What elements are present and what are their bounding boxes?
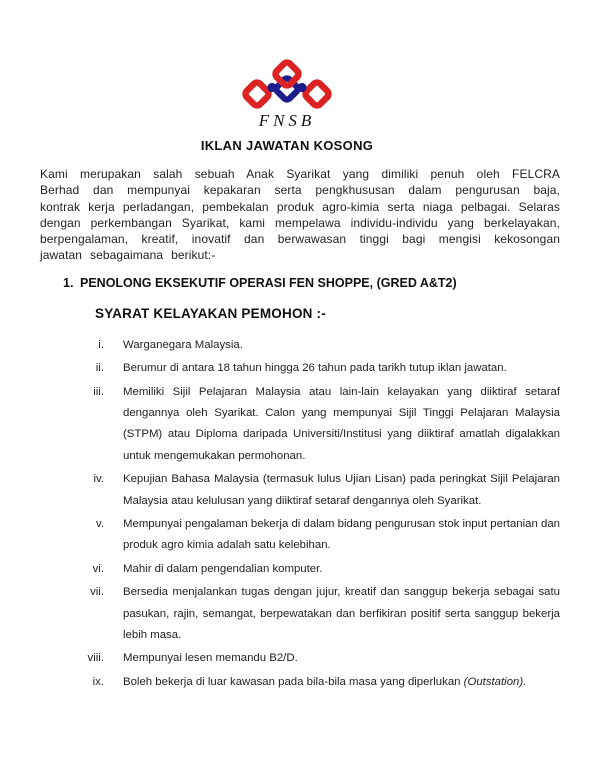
logo-wordmark: FNSB	[258, 111, 316, 130]
requirement-text-main: Bersedia menjalankan tugas dengan jujur, kreatif dan sanggup bekerja sebagai satu pasukan, rajin, semangat, berpewatakan dan berfikiran positif serta sanggup bekerja lebih masa.	[123, 586, 560, 642]
document-header	[27, 56, 547, 153]
requirement-numeral: iii.	[93, 385, 104, 398]
requirement-text	[123, 559, 560, 580]
requirements-heading: SYARAT KELAYAKAN PEMOHON :-	[95, 305, 326, 321]
requirement-text	[123, 382, 560, 468]
requirement-text-main: Mempunyai lesen memandu B2/D.	[123, 652, 298, 665]
requirement-text	[123, 514, 560, 557]
requirement-text-main: Warganegara Malaysia.	[123, 338, 243, 351]
requirement-numeral: ix.	[92, 675, 104, 688]
requirements-list	[40, 335, 560, 694]
requirement-item	[40, 335, 560, 356]
requirement-text-main: Berumur di antara 18 tahun hingga 26 tahun pada tarikh tutup iklan jawatan.	[123, 362, 507, 375]
requirement-item	[40, 582, 560, 646]
requirement-numeral: v.	[95, 518, 104, 531]
requirement-numeral: vi.	[92, 562, 104, 575]
requirement-text	[123, 358, 560, 379]
position-title: PENOLONG EKSEKUTIF OPERASI FEN SHOPPE, (GRED A&T2)	[80, 275, 457, 290]
requirement-numeral: iv.	[93, 473, 104, 486]
requirement-text	[123, 672, 560, 693]
requirement-text	[123, 335, 560, 356]
logo-diamond-right	[304, 81, 331, 108]
requirement-text	[123, 582, 560, 646]
requirement-text-main: Boleh bekerja di luar kawasan pada bila-bila masa yang diperlukan	[123, 675, 461, 688]
requirement-item	[40, 358, 560, 379]
requirement-text	[123, 648, 560, 669]
logo-diamond-left	[244, 81, 271, 108]
requirement-numeral: vii.	[90, 586, 104, 599]
logo-link-dot-right	[297, 83, 306, 92]
requirement-item	[40, 559, 560, 580]
requirement-numeral: viii.	[87, 652, 104, 665]
requirement-text-main: Mempunyai pengalaman bekerja di dalam bidang pengurusan stok input pertanian dan produk agro kimia adalah satu kelebihan.	[123, 518, 560, 552]
requirement-numeral: i.	[98, 338, 104, 351]
position-number: 1.	[63, 275, 74, 290]
logo-link-dot-left	[267, 83, 276, 92]
requirement-text-italic: (Outstation).	[463, 675, 527, 688]
requirement-text-main: Mahir di dalam pengendalian komputer.	[123, 562, 323, 575]
position-heading	[40, 276, 560, 291]
requirement-text-main: Memiliki Sijil Pelajaran Malaysia atau lain-lain kelayakan yang diiktiraf setaraf dengannya oleh Syarikat. Calon yang mempunyai Sijil Tinggi Pelajaran Malaysia (STPM) atau Diploma daripada Universiti/Institusi yang diiktiraf amatlah digalakkan untuk mengemukakan permohonan.	[123, 385, 560, 462]
requirement-item	[40, 648, 560, 669]
page-title: IKLAN JAWATAN KOSONG	[200, 138, 374, 153]
requirement-item	[40, 514, 560, 557]
requirement-numeral: ii.	[95, 362, 104, 375]
requirement-text-main: Kepujian Bahasa Malaysia (termasuk lulus Ujian Lisan) pada peringkat Sijil Pelajaran Malaysia atau kelulusan yang diiktiraf setaraf dengannya oleh Syarikat.	[123, 473, 560, 507]
fnsb-logo-icon	[239, 56, 335, 112]
requirement-item	[40, 672, 560, 693]
requirement-item	[40, 382, 560, 468]
intro-paragraph: Kami merupakan salah sebuah Anak Syarikat yang dimiliki penuh oleh FELCRA Berhad dan mempunyai kepakaran serta pengkhususan dalam pengurusan baja, kontrak kerja perladangan, pembekalan produk agro-kimia serta niaga pelbagai. Selaras dengan perkembangan Syarikat, kami mempelawa individu-individu yang berkelayakan, berpengalaman, kreatif, inovatif dan berwawasan tinggi bagi mengisi kekosongan jawatan sebagaimana berikut:-	[40, 167, 560, 263]
requirement-item	[40, 469, 560, 512]
requirement-text	[123, 469, 560, 512]
